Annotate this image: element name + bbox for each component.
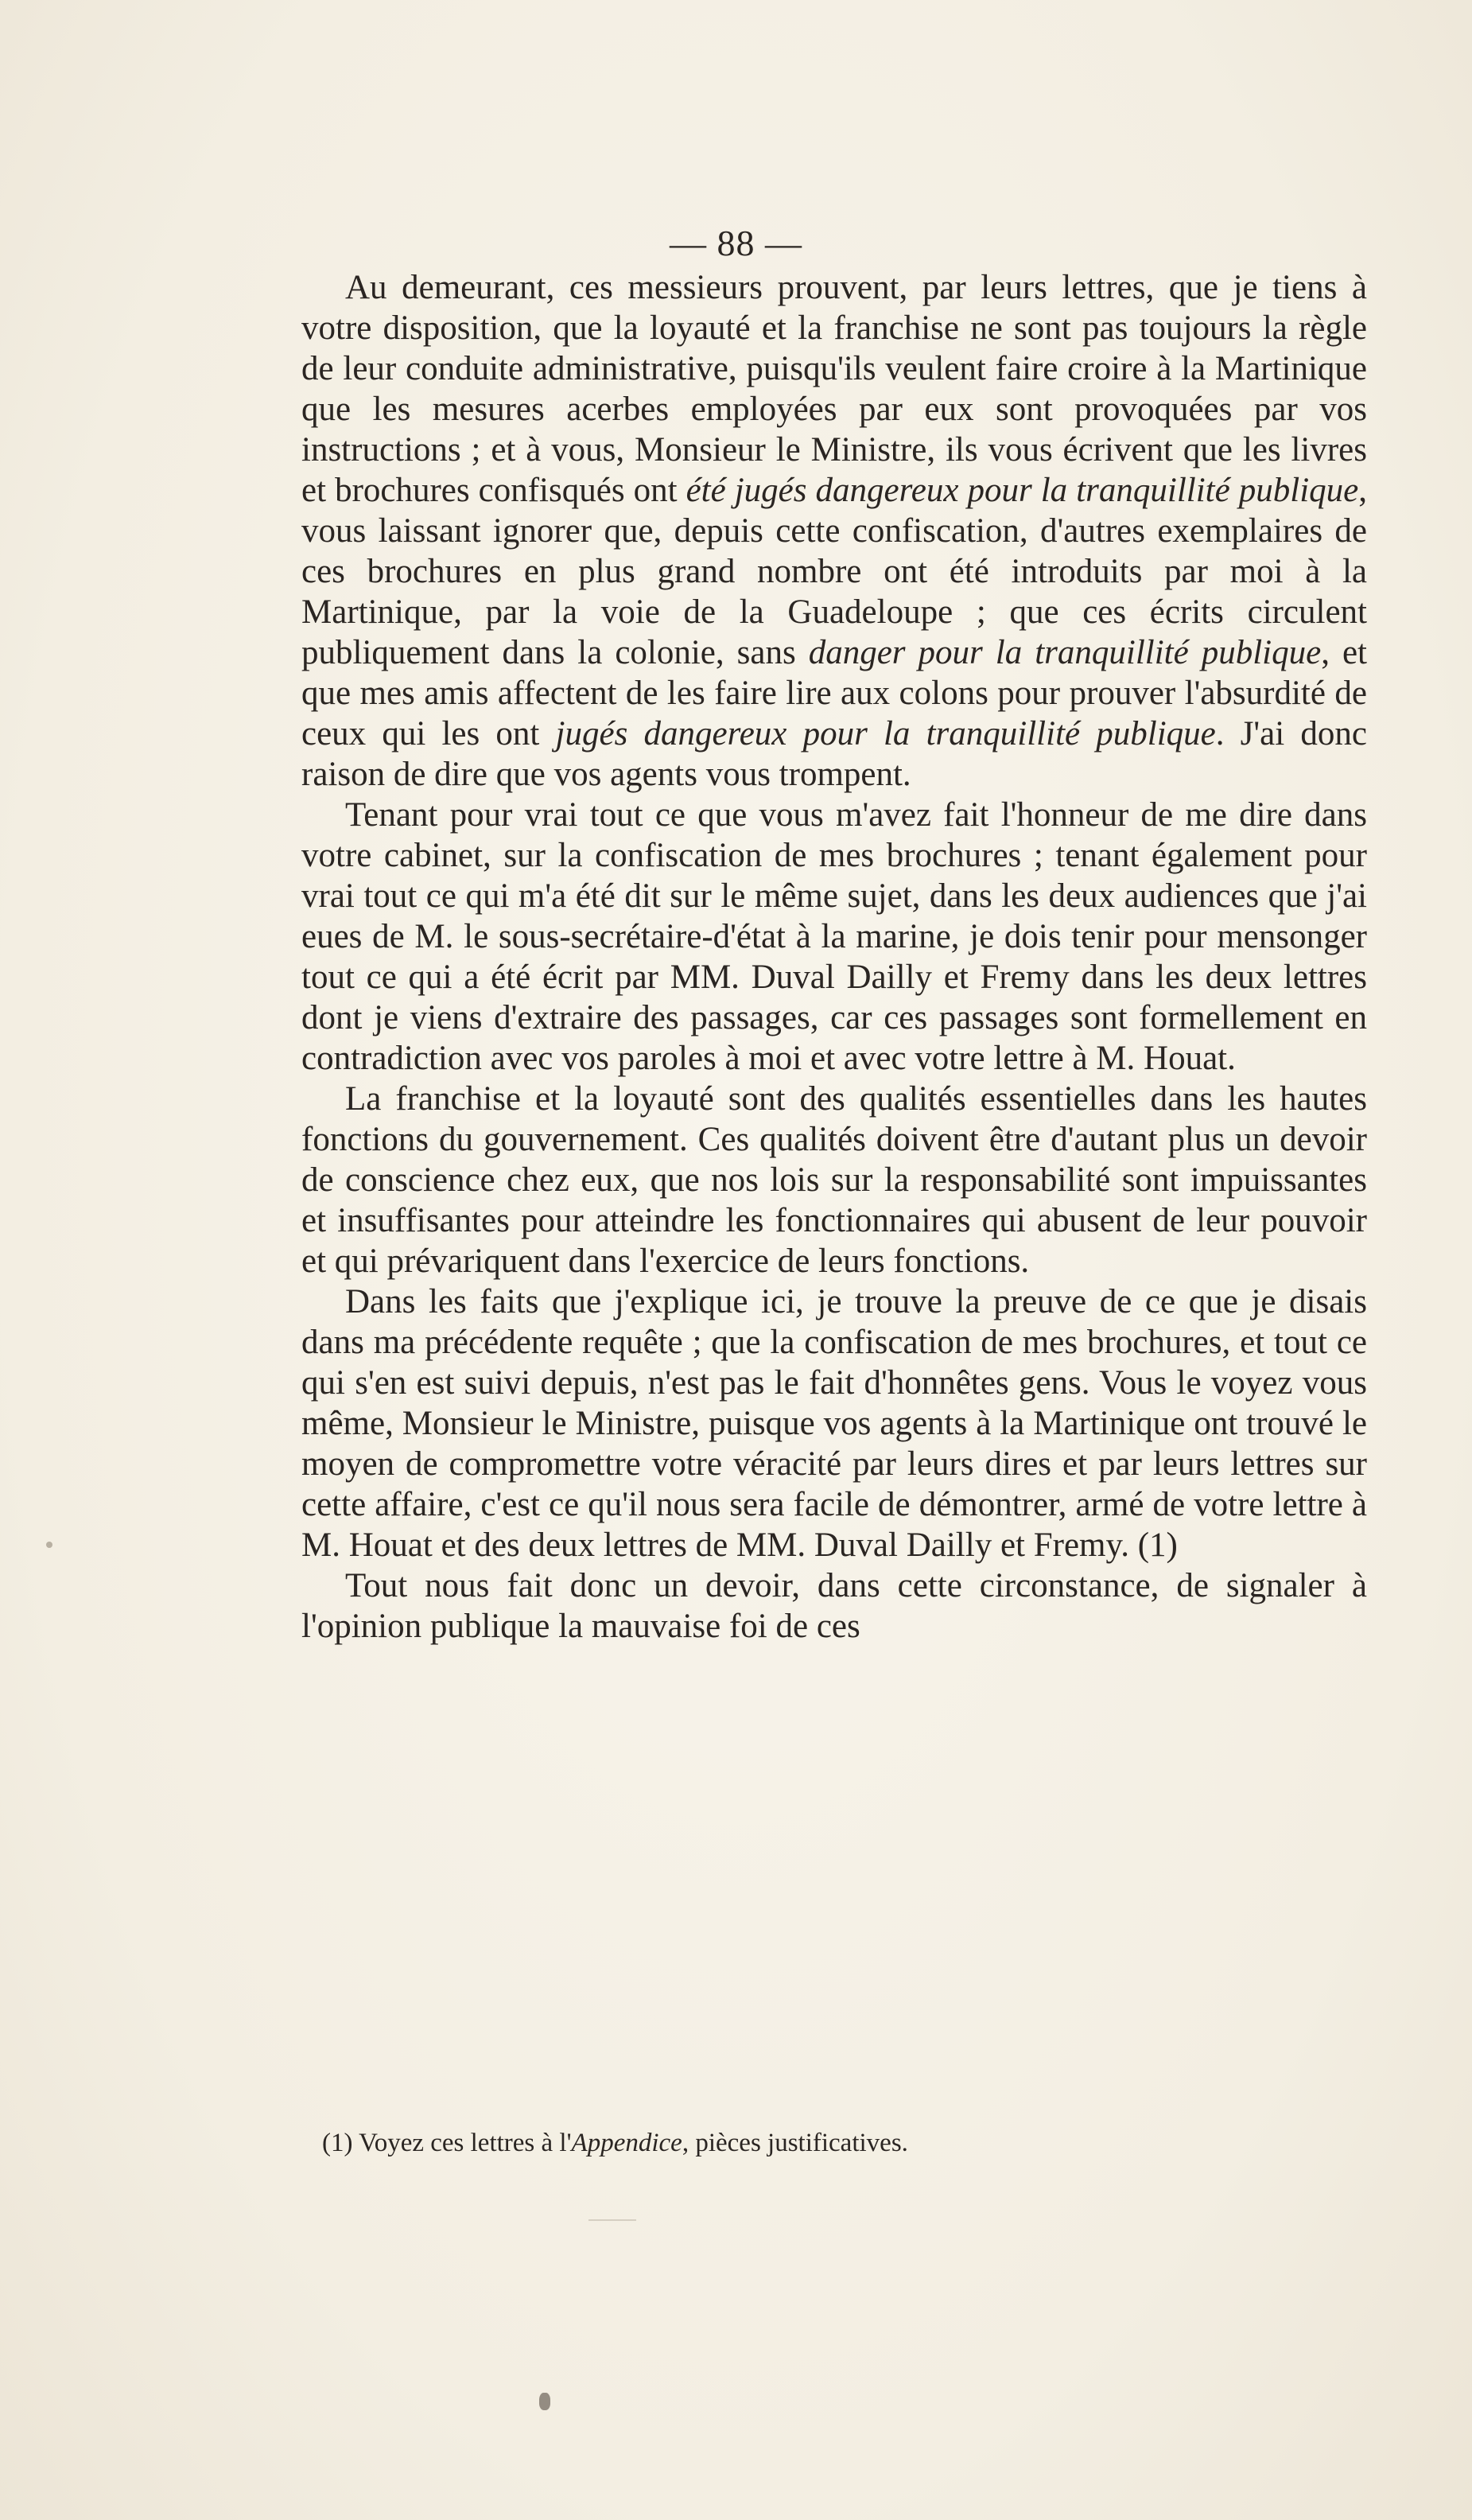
paragraph bbox=[301, 1565, 1367, 1647]
text-run: Dans les faits que j'explique ici, je trouve la preuve de ce que je disais dans ma précédente requête ; que la confiscation de mes brochures, et tout ce qui s'en est suivi depuis, n'est pas le fait d'honnêtes gens. Vous le voyez vous même, Monsieur le Ministre, puisque vos agents à la Martinique ont trouvé le moyen de compromettre votre véracité par leurs dires et par leurs lettres sur cette affaire, c'est ce qu'il nous sera facile de démontrer, armé de votre lettre à M. Houat et des deux lettres de MM. Duval Dailly et Fremy. (1) bbox=[301, 1283, 1367, 1564]
margin-speck bbox=[46, 1542, 52, 1548]
text-run: , vous laissant ignorer que, depuis cette confiscation, d'autres exemplaires de ces brochures en plus grand nombre ont été introduits par moi à la Martinique, par la voie de la Guadeloupe ; que ces écrits circulent publiquement dans la colonie, sans bbox=[301, 472, 1367, 671]
body-text bbox=[301, 267, 1367, 1647]
paragraph bbox=[301, 1281, 1367, 1565]
text-run: Tout nous fait donc un devoir, dans cette circonstance, de signaler à l'opinion publique la mauvaise foi de ces bbox=[301, 1567, 1367, 1645]
paragraph bbox=[301, 267, 1367, 795]
faint-mark bbox=[588, 2219, 636, 2221]
footnote bbox=[322, 2125, 1356, 2160]
ink-blot bbox=[539, 2393, 550, 2410]
footnote-text: , pièces justificatives. bbox=[682, 2129, 908, 2157]
text-run: La franchise et la loyauté sont des qualités essentielles dans les hautes fonctions du gouvernement. Ces qualités doivent être d'autant plus un devoir de conscience chez eux, que nos lois sur la responsabilité sont impuissantes et insuffisantes pour atteindre les fonctionnaires qui abusent de leur pouvoir et qui prévariquent dans l'exercice de leurs fonctions. bbox=[301, 1080, 1367, 1280]
page-number: — 88 — bbox=[670, 223, 802, 263]
text-run: . J'ai donc raison de dire que vos agents vous trompent. bbox=[301, 715, 1367, 793]
paragraph bbox=[301, 795, 1367, 1079]
text-run: , et que mes amis affectent de les faire lire aux colons pour prouver l'absurdité de ceux qui les ont bbox=[301, 634, 1367, 752]
italic-text: jugés dangereux pour la tranquillité publique bbox=[555, 715, 1216, 752]
footnote-italic: Appendice bbox=[571, 2129, 682, 2157]
footnote-text: (1) Voyez ces lettres à l' bbox=[322, 2129, 572, 2157]
paragraph bbox=[301, 1079, 1367, 1281]
italic-text: danger pour la tranquillité publique bbox=[808, 634, 1322, 671]
text-run: Tenant pour vrai tout ce que vous m'avez fait l'honneur de me dire dans votre cabinet, sur la confiscation de mes brochures ; tenant également pour vrai tout ce qui m'a été dit sur le même sujet, dans les deux audiences que j'ai eues de M. le sous-secrétaire-d'état à la marine, je dois tenir pour mensonger tout ce qui a été écrit par MM. Duval Dailly et Fremy dans les deux lettres dont je viens d'extraire des passages, car ces passages sont formellement en contradiction avec vos paroles à moi et avec votre lettre à M. Houat. bbox=[301, 796, 1367, 1077]
text-run: Au demeurant, ces messieurs prouvent, par leurs lettres, que je tiens à votre disposition, que la loyauté et la franchise ne sont pas toujours la règle de leur conduite administrative, puisqu'ils veulent faire croire à la Martinique que les mesures acerbes employées par eux sont provoquées par vos instructions ; et à vous, Monsieur le Ministre, ils vous écrivent que les livres et brochures confisqués ont bbox=[301, 269, 1367, 509]
italic-text: été jugés dangereux pour la tranquillité publique bbox=[686, 472, 1359, 509]
